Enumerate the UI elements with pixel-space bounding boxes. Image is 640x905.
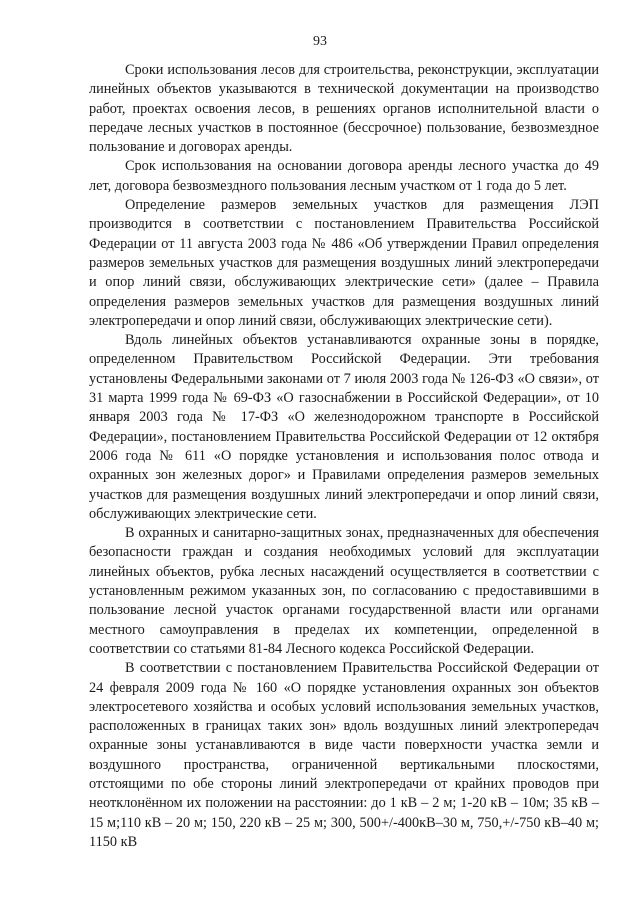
paragraph-3: Определение размеров земельных участков для размещения ЛЭП производится в соответствии с постановлением Правительства Российской Федерации от 11 августа 2003 года № 486 «Об утверждении Правил определения размеров земельных участков для размещения воздушных линий электропередачи и опор линий связи, обслуживающих электрические сети» (далее – Правила определения размеров земельных участков для размещения воздушных линий электропередачи и опор линий связи, обслуживающих электрические сети). xyxy=(89,197,599,329)
paragraph-6: В соответствии с постановлением Правительства Российской Федерации от 24 февраля 2009 года № 160 «О порядке установления охранных зон объектов электросетевого хозяйства и особых условий использования земельных участков, расположенных в границах таких зон» вдоль воздушных линий электропередач охранные зоны устанавливаются в виде части поверхности участка земли и воздушного пространства, ограниченной вертикальными плоскостями, отстоящими по обе стороны линий электропередачи от крайних проводов при неотклонённом их положении на расстоянии: до 1 кВ – 2 м; 1-20 кВ – 10м; 35 кВ – 15 м;110 кВ – 20 м; 150, 220 кВ – 25 м; 300, 500+/-400кВ–30 м, 750,+/-750 кВ–40 м; 1150 кВ xyxy=(89,660,599,850)
paragraph-4: Вдоль линейных объектов устанавливаются охранные зоны в порядке, определенном Правительством Российской Федерации. Эти требования установлены Федеральными законами от 7 июля 2003 года № 126-ФЗ «О связи», от 31 марта 1999 года № 69-ФЗ «О газоснабжении в Российской Федерации», от 10 января 2003 года № 17-ФЗ «О железнодорожном транспорте в Российской Федерации», постановлением Правительства Российской Федерации от 12 октября 2006 года № 611 «О порядке установления и использования полос отвода и охранных зон железных дорог» и Правилами определения размеров земельных участков для размещения воздушных линий электропередачи и опор линий связи, обслуживающих электрические сети. xyxy=(89,332,599,522)
body-text xyxy=(89,61,599,852)
paragraph-5: В охранных и санитарно-защитных зонах, предназначенных для обеспечения безопасности граждан и создания необходимых условий для эксплуатации линейных объектов, рубка лесных насаждений осуществляется в соответствии с установленным режимом указанных зон, по согласованию с предоставившими в пользование лесной участок органами государственной власти или органами местного самоуправления в пределах их компетенции, определенной в соответствии со статьями 81-84 Лесного кодекса Российской Федерации. xyxy=(89,525,599,657)
page-number: 93 xyxy=(313,34,327,49)
paragraph-1: Сроки использования лесов для строительства, реконструкции, эксплуатации линейных объектов указываются в технической документации на производство работ, проектах освоения лесов, в решениях органов исполнительной власти о передаче лесных участков в постоянное (бессрочное) пользование, безвозмездное пользование и договорах аренды. xyxy=(89,62,599,156)
paragraph-2: Срок использования на основании договора аренды лесного участка до 49 лет, договора безвозмездного пользования лесным участком от 1 года до 5 лет. xyxy=(89,158,599,194)
